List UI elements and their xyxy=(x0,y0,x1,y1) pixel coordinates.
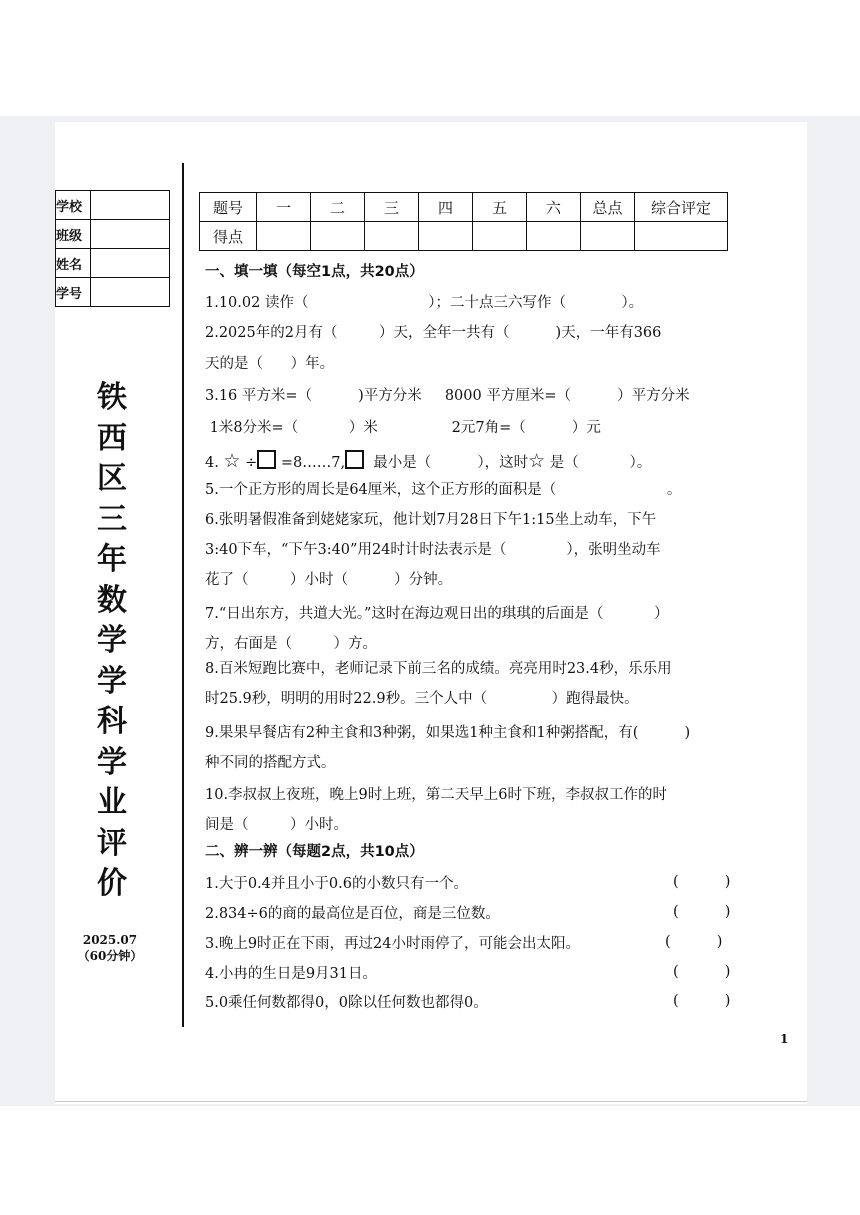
answer-paren[interactable]: ( ) xyxy=(673,874,731,890)
answer-paren[interactable]: ( ) xyxy=(665,934,723,950)
score-header: 五 xyxy=(473,193,527,222)
question-line: 1.10.02 读作（ ）；二十点三六写作（ ）。 xyxy=(205,295,644,311)
school-label: 学校 xyxy=(56,191,91,220)
judge-item: 3.晚上9时正在下雨，再过24小时雨停了，可能会出太阳。 xyxy=(205,936,581,952)
answer-paren[interactable]: ( ) xyxy=(673,904,731,920)
question-line: 时25.9秒，明明的用时22.9秒。三个人中（ ）跑得最快。 xyxy=(205,691,639,707)
q4-equation: =8……7, xyxy=(276,455,346,471)
school-field[interactable] xyxy=(91,191,170,220)
question-line: 8.百米短跑比赛中，老师记录下前三名的成绩。亮亮用时23.4秒，乐乐用 xyxy=(205,661,672,677)
name-field[interactable] xyxy=(91,249,170,278)
score-header: 总点 xyxy=(581,193,635,222)
score-cell[interactable] xyxy=(581,222,635,251)
square-box-icon xyxy=(345,450,364,469)
title-char: 数 xyxy=(97,582,127,618)
q4-prefix: 4. xyxy=(205,455,224,471)
answer-paren[interactable]: ( ) xyxy=(673,964,731,980)
question-line: 2.2025年的2月有（ ）天，全年一共有（ )天，一年有366 xyxy=(205,325,662,341)
student-info-table xyxy=(55,190,170,307)
q4-end: 是（ ）。 xyxy=(545,455,652,471)
question-line: 3:40下车，“下午3:40”用24时计时法表示是（ ），张明坐动车 xyxy=(205,542,661,558)
date-text: 2025.07 xyxy=(82,933,138,947)
question-line: 9.果果早餐店有2种主食和3种粥，如果选1种主食和1种粥搭配，有( ) xyxy=(205,725,691,741)
title-char: 三 xyxy=(97,501,127,537)
star-icon: ☆ xyxy=(223,450,241,472)
binding-line xyxy=(182,163,184,1027)
title-char: 西 xyxy=(97,420,127,456)
exam-date xyxy=(70,932,150,964)
answer-paren[interactable]: ( ) xyxy=(673,993,731,1009)
score-cell[interactable] xyxy=(527,222,581,251)
number-label: 学号 xyxy=(56,278,91,307)
judge-item: 5.0乘任何数都得0，0除以任何数也都得0。 xyxy=(205,995,488,1011)
judge-item: 1.大于0.4并且小于0.6的小数只有一个。 xyxy=(205,876,468,892)
score-header: 六 xyxy=(527,193,581,222)
title-char: 铁 xyxy=(97,380,127,415)
score-cell[interactable] xyxy=(311,222,365,251)
question-line: 方，右面是（ ）方。 xyxy=(205,636,377,652)
score-table xyxy=(199,192,728,251)
q4-divide: ÷ xyxy=(240,455,258,471)
score-cell[interactable] xyxy=(635,222,728,251)
judge-item: 4.小冉的生日是9月31日。 xyxy=(205,966,378,982)
exam-title-vertical xyxy=(92,378,132,905)
number-field[interactable] xyxy=(91,278,170,307)
question-line: 1米8分米=（ ）米 2元7角=（ ）元 xyxy=(205,420,601,436)
score-header: 综合评定 xyxy=(635,193,728,222)
question-line: 6.张明暑假准备到姥姥家玩，他计划7月28日下午1:15坐上动车，下午 xyxy=(205,512,657,528)
title-char: 科 xyxy=(97,704,127,739)
score-row-label: 得点 xyxy=(200,222,257,251)
question-line: 天的是（ ）年。 xyxy=(205,356,335,372)
title-char: 年 xyxy=(97,542,127,577)
question-4 xyxy=(205,450,651,473)
question-line: 间是（ ）小时。 xyxy=(205,817,348,833)
name-label: 姓名 xyxy=(56,249,91,278)
score-cell[interactable] xyxy=(473,222,527,251)
class-label: 班级 xyxy=(56,220,91,249)
title-char: 学 xyxy=(97,663,127,699)
score-header: 二 xyxy=(311,193,365,222)
title-char: 业 xyxy=(97,785,127,820)
title-char: 学 xyxy=(97,744,127,780)
class-field[interactable] xyxy=(91,220,170,249)
score-header: 四 xyxy=(419,193,473,222)
title-char: 评 xyxy=(97,825,127,861)
square-box-icon xyxy=(257,450,276,469)
question-line: 3.16 平方米=（ )平方分米 8000 平方厘米=（ ）平方分米 xyxy=(205,388,690,404)
q4-middle: 最小是（ ），这时 xyxy=(364,455,529,471)
question-line: 种不同的搭配方式。 xyxy=(205,755,336,771)
score-cell[interactable] xyxy=(257,222,311,251)
score-cell[interactable] xyxy=(419,222,473,251)
question-line: 5.一个正方形的周长是64厘米，这个正方形的面积是（ 。 xyxy=(205,482,682,498)
star-icon: ☆ xyxy=(528,450,546,472)
question-line: 7.“日出东方，共道大光。”这时在海边观日出的琪琪的后面是（ ） xyxy=(205,606,669,622)
section2-heading: 二、辨一辨（每题2点，共10点） xyxy=(205,844,424,860)
title-char: 区 xyxy=(97,461,127,496)
score-header: 三 xyxy=(365,193,419,222)
score-header: 一 xyxy=(257,193,311,222)
question-line: 10.李叔叔上夜班，晚上9时上班，第二天早上6时下班，李叔叔工作的时 xyxy=(205,787,668,803)
page-number: 1 xyxy=(780,1032,789,1046)
title-char: 价 xyxy=(97,866,127,901)
duration-text: （60分钟） xyxy=(77,949,143,963)
score-cell[interactable] xyxy=(365,222,419,251)
bottom-rule xyxy=(55,1101,807,1102)
score-header: 题号 xyxy=(200,193,257,222)
section1-heading: 一、填一填（每空1点，共20点） xyxy=(205,264,424,280)
title-char: 学 xyxy=(97,623,127,658)
judge-item: 2.834÷6的商的最高位是百位，商是三位数。 xyxy=(205,906,500,922)
question-line: 花了（ ）小时（ ）分钟。 xyxy=(205,572,453,588)
